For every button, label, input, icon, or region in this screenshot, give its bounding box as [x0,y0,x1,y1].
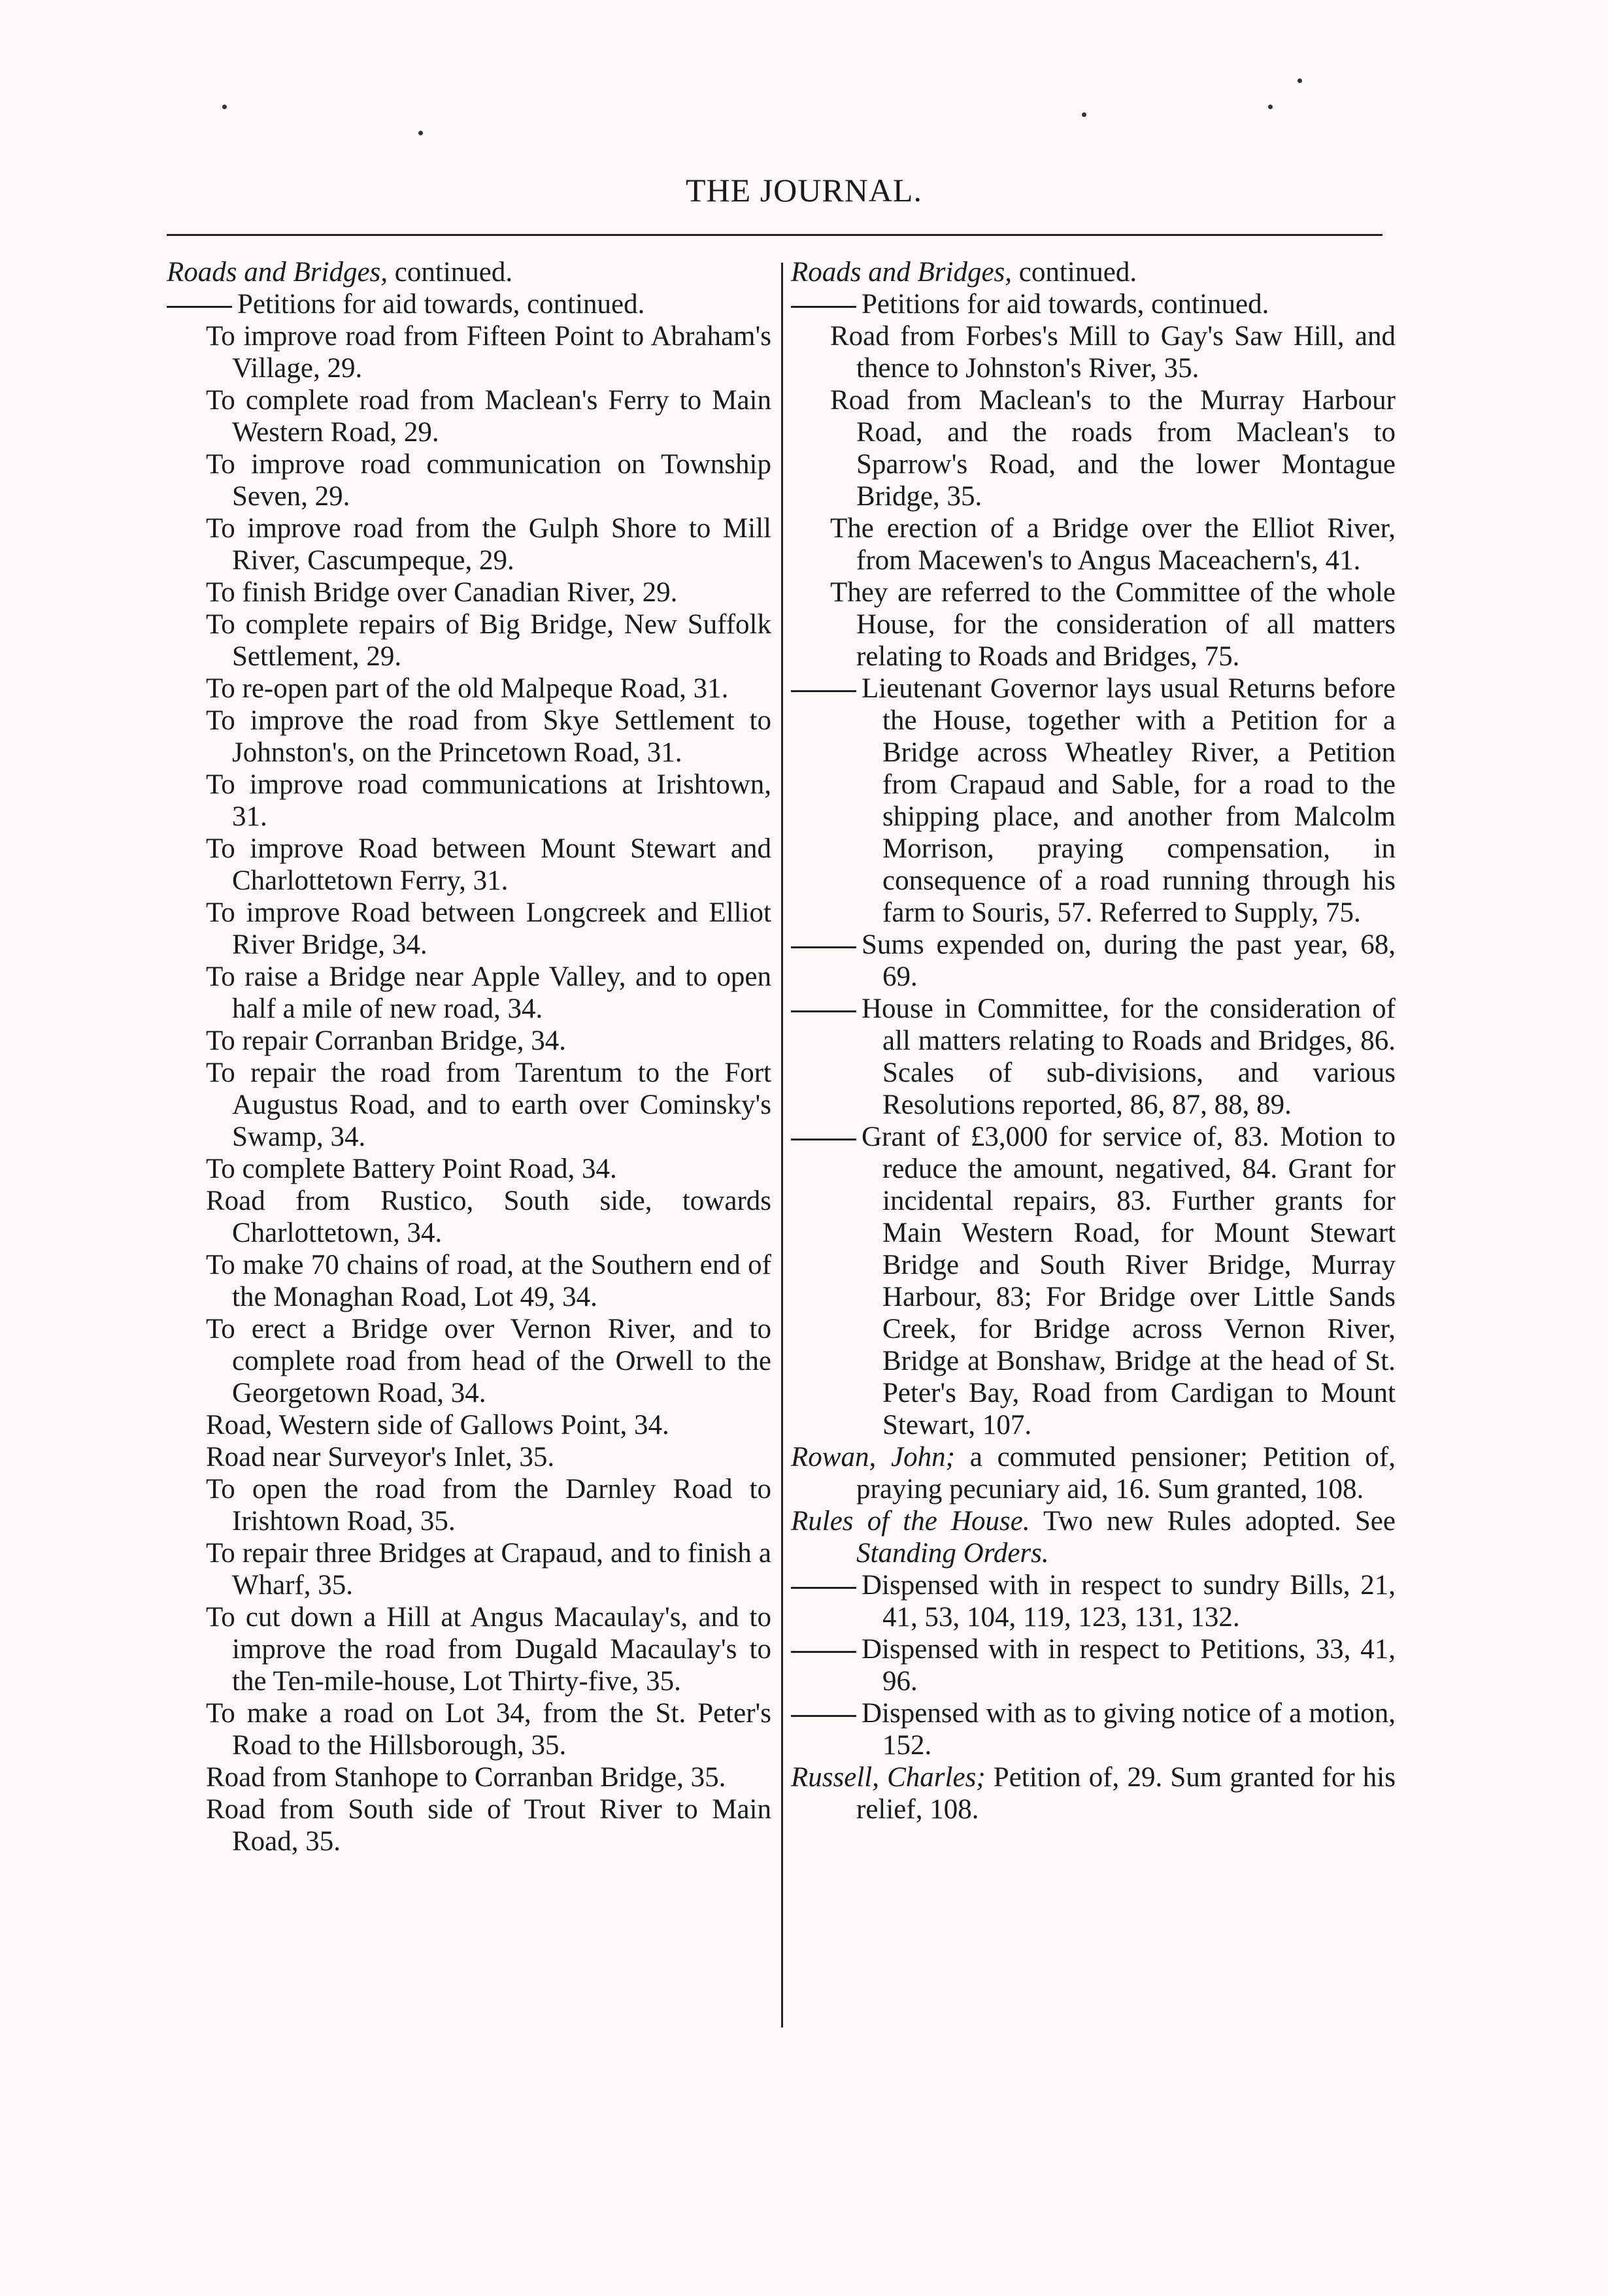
index-entry: To repair the road from Tarentum to the Fort Augustus Road, and to earth over Cominsky's Swamp, 34. [206,1057,771,1152]
index-entry: To improve road from Fifteen Point to Abraham's Village, 29. [206,321,771,384]
index-entry: Road from Stanhope to Corranban Bridge, 35. [206,1762,726,1793]
ink-speck [222,105,227,109]
index-entry: To improve road communications at Irishtown, 31. [206,769,771,832]
entry-text: Dispensed with in respect to sundry Bills, 21, 41, 53, 104, 119, 123, 131, 132. [862,1570,1396,1633]
name-entry [791,1761,1396,1825]
subheading-entry [791,1569,1396,1633]
name-entry [791,1505,1396,1569]
em-dash-rule [167,306,232,308]
entry-text: Grant of £3,000 for service of, 83. Motion to reduce the amount, negatived, 84. Grant for incidental repairs, 83. Further grants for Main Western Road, for Mount Stewart Bridge and South River Bridge, Murray Harbour, 83; For Bridge over Little Sands Creek, for Bridge across Vernon River, Bridge at Bonshaw, Bridge at the head of St. Peter's Bay, Road from Cardigan to Mount Stewart, 107. [862,1122,1396,1440]
heading-text: Roads and Bridges, continued. [167,257,513,288]
index-entry: Road from Rustico, South side, towards Charlottetown, 34. [206,1186,771,1248]
index-entry: To complete road from Maclean's Ferry to Main Western Road, 29. [206,385,771,448]
entry-name: Russell, Charles; [791,1762,986,1793]
subheading-entry [791,673,1396,929]
index-entry: To raise a Bridge near Apple Valley, and to open half a mile of new road, 34. [206,961,771,1024]
em-dash-rule [791,306,856,308]
right-column [791,256,1396,1825]
index-entry: Road from Maclean's to the Murray Harbour Road, and the roads from Maclean's to Sparrow's Road, and the lower Montague Bridge, 35. [830,385,1396,512]
subheading-entry [791,1121,1396,1441]
index-entry: Road, Western side of Gallows Point, 34. [206,1410,669,1440]
index-entry: Road from South side of Trout River to Main Road, 35. [206,1794,771,1857]
subheading-entry [791,1633,1396,1697]
entry-text: a commuted pensioner; Petition of, praying pecuniary aid, 16. Sum granted, 108. [856,1442,1396,1505]
ink-speck [1268,105,1273,109]
column-divider [781,263,783,2027]
entry-text: Petitions for aid towards, continued. [237,289,645,320]
index-entry: To improve Road between Longcreek and Elliot River Bridge, 34. [206,897,771,960]
subheading-entry [791,288,1396,320]
subheading-entry [791,993,1396,1121]
index-entry: To make 70 chains of road, at the Southern end of the Monaghan Road, Lot 49, 34. [206,1250,771,1312]
entry-name: Rules of the House. [791,1506,1030,1537]
em-dash-rule [791,1651,856,1653]
index-entry: To repair three Bridges at Crapaud, and to finish a Wharf, 35. [206,1538,771,1601]
section-heading [167,256,771,288]
entry-text: Dispensed with as to giving notice of a motion, 152. [862,1698,1396,1761]
index-entry: They are referred to the Committee of the whole House, for the consideration of all matters relating to Roads and Bridges, 75. [830,577,1396,672]
index-entry: To complete Battery Point Road, 34. [206,1154,617,1184]
header-rule [167,234,1382,236]
entry-text: House in Committee, for the consideration of all matters relating to Roads and Bridges, 86. Scales of sub-divisions, and various Resolutions reported, 86, 87, 88, 89. [862,993,1396,1120]
entry-text: Lieutenant Governor lays usual Returns before the House, together with a Petition for a Bridge across Wheatley River, a Petition from Crapaud and Sable, for a road to the shipping place, and another from Malcolm Morrison, praying compensation, in consequence of a road running through his farm to Souris, 57. Referred to Supply, 75. [862,673,1396,928]
subheading-entry [791,929,1396,993]
entry-text: Petitions for aid towards, continued. [862,289,1269,320]
entry-name: Rowan, John; [791,1442,955,1472]
index-entry: To improve road from the Gulph Shore to Mill River, Cascumpeque, 29. [206,513,771,576]
em-dash-rule [791,690,856,692]
index-entry: The erection of a Bridge over the Elliot River, from Macewen's to Angus Maceachern's, 41. [830,513,1396,576]
entry-text: Two new Rules adopted. See [1030,1506,1396,1537]
heading-text: Roads and Bridges, continued. [791,257,1137,288]
entry-text: Sums expended on, during the past year, 68, 69. [862,929,1396,992]
index-entry: To improve Road between Mount Stewart and Charlottetown Ferry, 31. [206,833,771,896]
index-entry: Road from Forbes's Mill to Gay's Saw Hill, and thence to Johnston's River, 35. [830,321,1396,384]
index-entry: To re-open part of the old Malpeque Road, 31. [206,673,729,704]
em-dash-rule [791,946,856,948]
ink-speck [418,131,423,135]
em-dash-rule [791,1715,856,1717]
em-dash-rule [791,1010,856,1012]
index-entry: To improve road communication on Township Seven, 29. [206,449,771,512]
index-entry: To open the road from the Darnley Road to Irishtown Road, 35. [206,1474,771,1537]
entry-text: Dispensed with in respect to Petitions, 33, 41, 96. [862,1634,1396,1697]
index-entry: To cut down a Hill at Angus Macaulay's, and to improve the road from Dugald Macaulay's to the Ten-mile-house, Lot Thirty-five, 35. [206,1602,771,1697]
left-column [167,256,771,1857]
index-entry: To complete repairs of Big Bridge, New Suffolk Settlement, 29. [206,609,771,672]
index-entry: To repair Corranban Bridge, 34. [206,1025,567,1056]
cross-reference: Standing Orders. [856,1538,1049,1569]
entry-text: Petition of, 29. Sum granted for his relief, 108. [856,1762,1396,1825]
index-entry: Road near Surveyor's Inlet, 35. [206,1442,555,1472]
em-dash-rule [791,1587,856,1589]
index-entry: To erect a Bridge over Vernon River, and to complete road from head of the Orwell to the Georgetown Road, 34. [206,1314,771,1408]
name-entry [791,1441,1396,1505]
subheading-entry [167,288,771,320]
section-heading [791,256,1396,288]
em-dash-rule [791,1139,856,1140]
ink-speck [1082,112,1086,117]
index-entry: To make a road on Lot 34, from the St. Peter's Road to the Hillsborough, 35. [206,1698,771,1761]
index-entry: To finish Bridge over Canadian River, 29. [206,577,678,608]
index-entry: To improve the road from Skye Settlement to Johnston's, on the Princetown Road, 31. [206,705,771,768]
page-title: THE JOURNAL. [686,172,922,208]
subheading-entry [791,1697,1396,1761]
ink-speck [1298,78,1302,83]
